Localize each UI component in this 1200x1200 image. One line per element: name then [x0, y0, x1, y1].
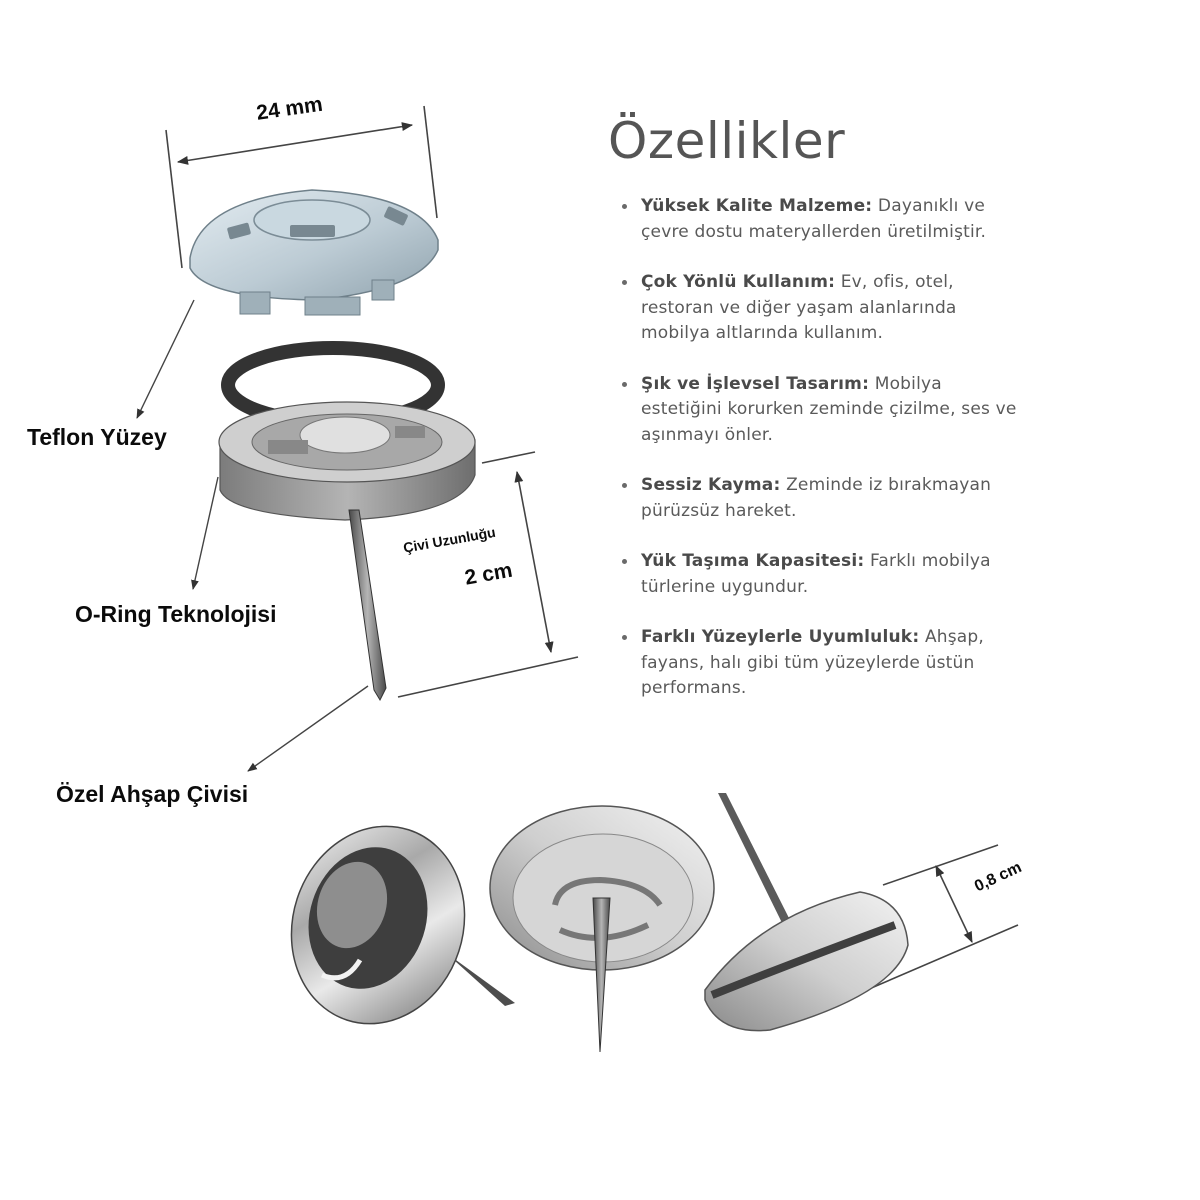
diameter-label: 24 mm	[255, 92, 325, 125]
feature-text: Mobilya estetiğini korurken zeminde çizilme, ses ve aşınmayı önler.	[641, 373, 1017, 445]
height-label: 0,8 cm	[972, 858, 1025, 896]
feature-text: Zeminde iz bırakmayan pürüzsüz hareket.	[641, 475, 992, 521]
feature-item	[620, 194, 1028, 245]
feature-name: Yük Taşıma Kapasitesi:	[641, 551, 865, 571]
features-title: Özellikler	[608, 112, 846, 170]
nail-length-title: Çivi Uzunluğu	[402, 523, 497, 556]
feature-name: Şık ve İşlevsel Tasarım:	[641, 373, 870, 394]
glider-side	[705, 793, 908, 1031]
o-ring-label: O-Ring Teknolojisi	[75, 601, 277, 627]
feature-text: Ev, ofis, otel, restoran ve diğer yaşam alanlarında mobilya altlarında kullanım.	[641, 272, 957, 343]
features-list	[608, 194, 1028, 702]
feature-name: Sessiz Kayma:	[641, 475, 781, 495]
teflon-surface-label: Teflon Yüzey	[27, 424, 167, 450]
feature-text: Ahşap, fayans, halı gibi tüm yüzeylerde üstün performans.	[641, 627, 985, 698]
glider-front	[266, 804, 515, 1047]
teflon-cap	[190, 190, 438, 315]
glider-back	[490, 806, 714, 1052]
wood-nail-label: Özel Ahşap Çivisi	[56, 781, 249, 807]
feature-item	[620, 270, 1028, 347]
feature-text: Farklı mobilya türlerine uygundur.	[641, 551, 991, 597]
feature-name: Yüksek Kalite Malzeme:	[641, 196, 873, 216]
feature-item	[620, 473, 1028, 524]
nail	[349, 510, 386, 700]
callout-arrows	[137, 300, 368, 771]
feature-item	[620, 549, 1028, 600]
feature-name: Farklı Yüzeylerle Uyumluluk:	[641, 627, 920, 647]
feature-text: Dayanıklı ve çevre dostu materyallerden üretilmiştir.	[641, 196, 987, 242]
features-panel	[608, 112, 1028, 727]
feature-item	[620, 625, 1028, 702]
feature-name: Çok Yönlü Kullanım:	[641, 272, 836, 292]
base-body	[219, 402, 475, 520]
feature-item	[620, 372, 1028, 449]
nail-length-value: 2 cm	[463, 558, 515, 590]
